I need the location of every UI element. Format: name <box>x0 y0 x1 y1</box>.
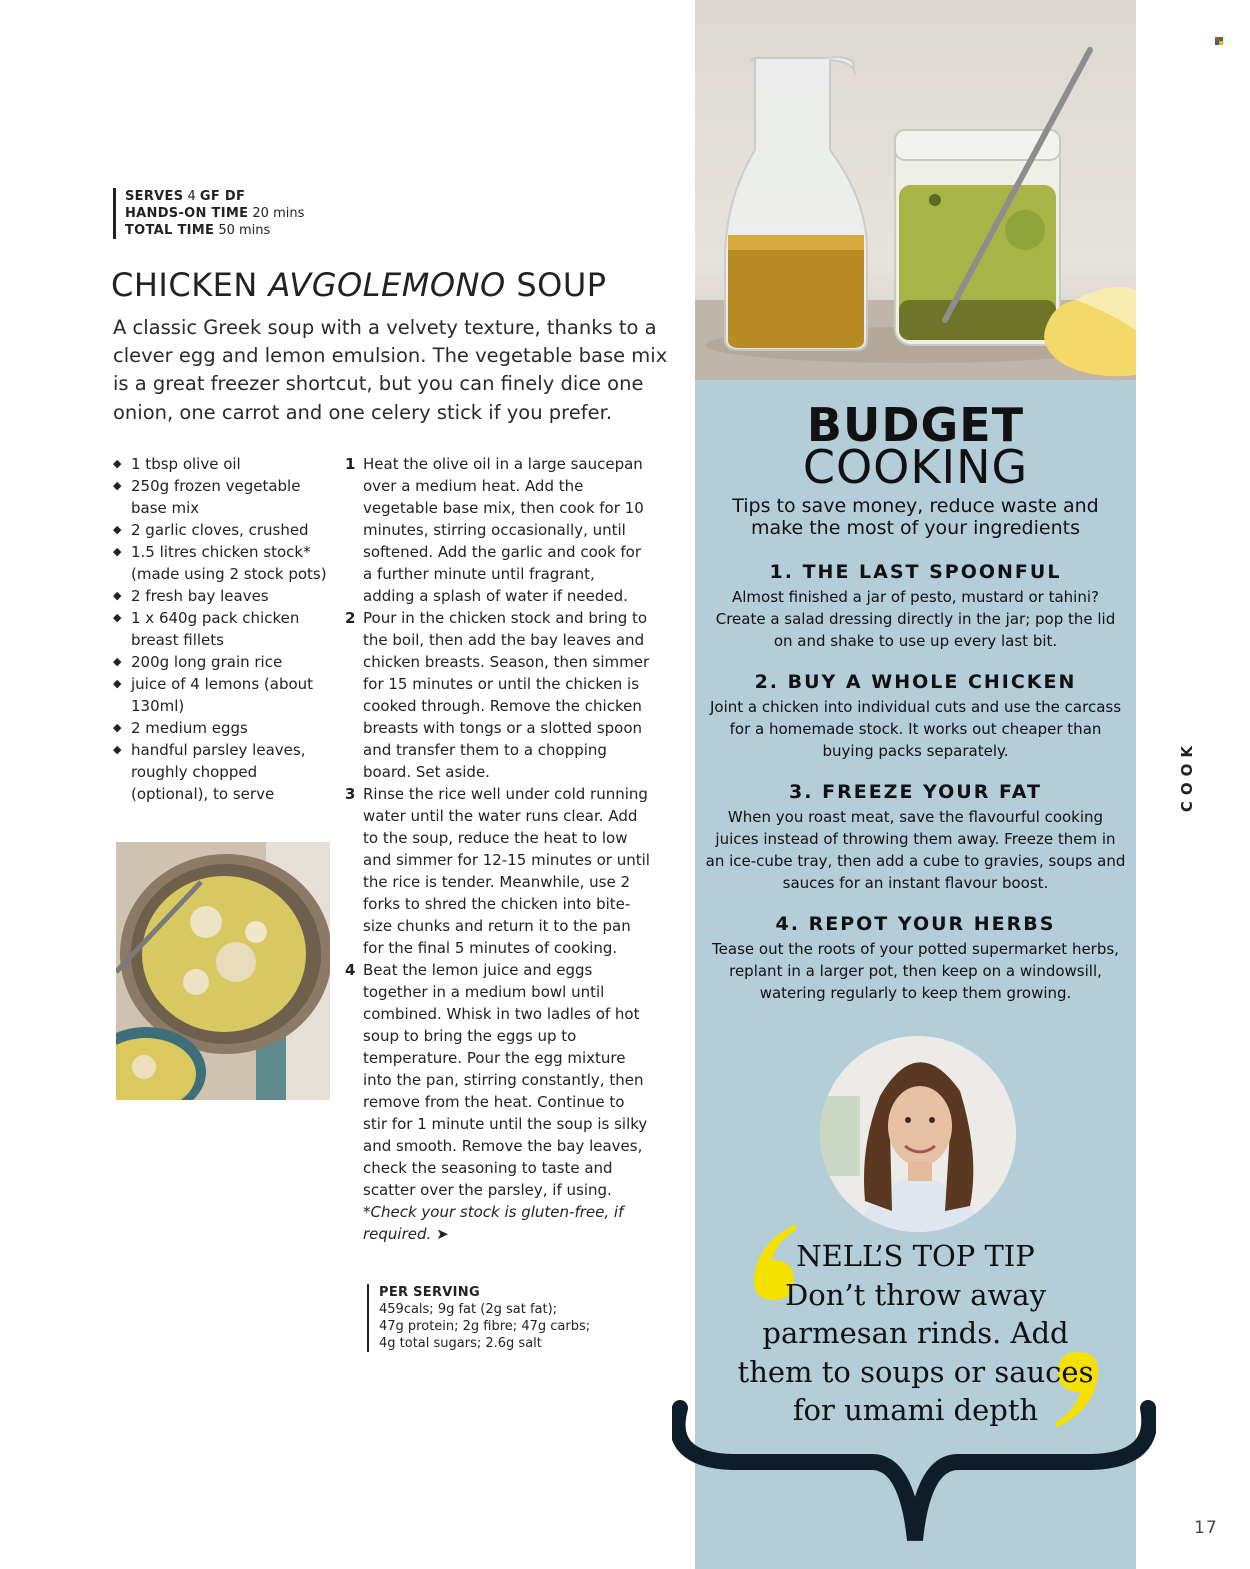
step-text: Rinse the rice well under cold running water until the water runs clear. Add to the soup, reduce the heat to low and simmer for 12-15 minutes or until the rice is tender. Meanwhile, use 2 forks to shred the chicken into bite-size chunks and return it to the pan for the final 5 minutes of cooking. <box>363 785 650 957</box>
method-step <box>345 453 650 607</box>
ingredient-item: ◆ 1.5 litres chicken stock* (made using 2 stock pots) <box>113 541 338 585</box>
ingredient-item: ◆ handful parsley leaves, roughly chopped (optional), to serve <box>113 739 338 805</box>
nutrition-line: 459cals; 9g fat (2g sat fat); <box>379 1302 558 1317</box>
step-text: Beat the lemon juice and eggs together in a medium bowl until combined. Whisk in two ladles of hot soup to bring the eggs up to temperature. Pour the egg mixture into the pan, stirring constantly, then remove from the heat. Continue to stir for 1 minute until the soup is silky and smooth. Remove the bay leaves, check the seasoning to taste and scatter over the parsley, if using. <box>363 961 648 1199</box>
ingredient-item: ◆ 200g long grain rice <box>113 651 338 673</box>
quote-heading: NELL’S TOP TIP <box>796 1239 1035 1273</box>
footnote <box>345 1201 650 1245</box>
method-step <box>345 959 650 1201</box>
step-number: 2 <box>345 609 356 627</box>
nutrition-heading: PER SERVING <box>379 1285 480 1300</box>
tip-body: Almost finished a jar of pesto, mustard or tahini? Create a salad dressing directly in the jar; pop the lid on and shake to use up every last bit. <box>715 588 1116 650</box>
tip-heading: 3. FREEZE YOUR FAT <box>789 781 1042 803</box>
tip-heading: 2. BUY A WHOLE CHICKEN <box>754 671 1077 693</box>
title-part-1: CHICKEN <box>111 266 258 304</box>
oil-and-pesto-jar-photo <box>695 0 1136 380</box>
diet-tags: GF DF <box>199 189 246 204</box>
budget-title: BUDGET <box>806 398 1025 452</box>
continue-arrow-icon: ➤ <box>436 1225 449 1243</box>
step-text: Heat the olive oil in a large saucepan over a medium heat. Add the vegetable base mix, then cook for 10 minutes, stirring occasionally, until softened. Add the garlic and cook for a further minute until fragrant, adding a splash of water if needed. <box>363 455 644 605</box>
nutrition-line: 4g total sugars; 2.6g salt <box>379 1336 542 1351</box>
step-text: Pour in the chicken stock and bring to the boil, then add the bay leaves and chicken breasts. Season, then simmer for 15 minutes or until the chicken is cooked through. Remove the chicken breasts with tongs or a slotted spoon and transfer them to a chopping board. Set aside. <box>363 609 650 781</box>
corner-logo-icon <box>1215 30 1223 38</box>
serves-value: 4 <box>187 189 196 204</box>
ingredient-item: ◆ 2 fresh bay leaves <box>113 585 338 607</box>
recipe-intro: A classic Greek soup with a velvety texture, thanks to a clever egg and lemon emulsion. The vegetable base mix is a great freezer shortcut, but you can finely dice one onion, one carrot and one celery stick if you prefer. <box>113 316 668 424</box>
ingredient-item: ◆ 2 medium eggs <box>113 717 338 739</box>
title-part-2: AVGOLEMONO <box>268 266 506 304</box>
total-time-label: TOTAL TIME <box>125 223 215 238</box>
page-number: 17 <box>1194 1518 1218 1538</box>
ingredient-item: ◆ 1 x 640g pack chicken breast fillets <box>113 607 338 651</box>
nutrition-line: 47g protein; 2g fibre; 47g carbs; <box>379 1319 591 1334</box>
hands-on-line <box>125 205 304 222</box>
ingredient-item: ◆ 1 tbsp olive oil <box>113 453 338 475</box>
tip-heading: 4. REPOT YOUR HERBS <box>775 913 1056 935</box>
hands-on-value: 20 mins <box>252 206 305 221</box>
serves-line <box>125 188 304 205</box>
nell-portrait <box>820 1036 1016 1232</box>
serves-label: SERVES <box>125 189 184 204</box>
step-number: 4 <box>345 961 356 979</box>
tip-body: Joint a chicken into individual cuts and use the carcass for a homemade stock. It works out cheaper than buying packs separately. <box>709 698 1122 760</box>
tip-body: Tease out the roots of your potted supermarket herbs, replant in a larger pot, then keep on a windowsill, watering regularly to keep them growing. <box>712 940 1119 1002</box>
section-tab: COOK <box>1178 740 1196 813</box>
title-part-3: SOUP <box>516 266 607 304</box>
nutrition-info <box>367 1284 629 1352</box>
ingredient-item: ◆ 250g frozen vegetable base mix <box>113 475 338 519</box>
decorative-brace <box>672 1400 1156 1554</box>
method-list <box>345 453 650 1245</box>
total-time-value: 50 mins <box>218 223 271 238</box>
ingredients-list <box>113 453 338 805</box>
ingredient-item: ◆ juice of 4 lemons (about 130ml) <box>113 673 338 717</box>
budget-subtitle: Tips to save money, reduce waste and make the most of your ingredients <box>732 495 1099 539</box>
total-time-line <box>125 222 304 239</box>
recipe-title <box>111 266 607 304</box>
hands-on-label: HANDS-ON TIME <box>125 206 249 221</box>
soup-bowl-photo <box>116 842 330 1100</box>
cooking-title: COOKING <box>802 440 1029 494</box>
tip-heading: 1. THE LAST SPOONFUL <box>769 561 1062 583</box>
footnote-text: *Check your stock is gluten-free, if required. <box>363 1203 624 1243</box>
recipe-meta <box>113 188 304 239</box>
step-number: 1 <box>345 455 356 473</box>
ingredient-item: ◆ 2 garlic cloves, crushed <box>113 519 338 541</box>
step-number: 3 <box>345 785 356 803</box>
quote-body: Don’t throw away parmesan rinds. Add them to soups or sauces for umami depth <box>737 1277 1094 1427</box>
tip-body: When you roast meat, save the flavourful cooking juices instead of throwing them away. Freeze them in an ice-cube tray, then add a cube to gravies, soups and sauces for an instant flavour boost. <box>705 808 1126 892</box>
method-step <box>345 607 650 783</box>
method-step <box>345 783 650 959</box>
